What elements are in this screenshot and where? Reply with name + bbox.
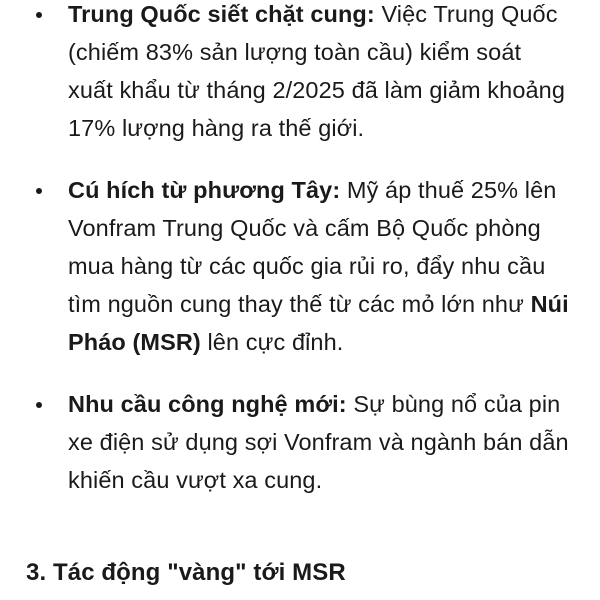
bullet-title: Cú hích từ phương Tây:: [68, 177, 341, 203]
bullet-text: [68, 0, 572, 147]
bullet-icon: [36, 402, 42, 408]
bullet-body: Sự bùng nổ của pin xe điện sử dụng sợi Vonfram và ngành bán dẫn khiến cầu vượt xa cung.: [68, 391, 569, 493]
bullet-body: Mỹ áp thuế 25% lên Vonfram Trung Quốc và cấm Bộ Quốc phòng mua hàng từ các quốc gia rủi ro, đẩy nhu cầu tìm nguồn cung thay thế từ các mỏ lớn như: [68, 177, 557, 317]
bullet-body: Việc Trung Quốc (chiếm 83% sản lượng toàn cầu) kiểm soát xuất khẩu từ tháng 2/2025 đã làm giảm khoảng 17% lượng hàng ra thế giới.: [68, 1, 565, 141]
bullet-body-tail: lên cực đỉnh.: [200, 329, 344, 355]
bullet-text: [68, 171, 572, 361]
list-item: [0, 171, 600, 361]
list-item: [0, 385, 600, 499]
bullet-body-highlight: Núi Pháo (MSR): [68, 291, 569, 355]
bullet-title: Nhu cầu công nghệ mới:: [68, 391, 347, 417]
bullet-icon: [36, 12, 42, 18]
section-heading: 3. Tác động "vàng" tới MSR: [26, 559, 346, 586]
bullet-text: [68, 385, 572, 499]
bullet-icon: [36, 188, 42, 194]
list-item: [0, 0, 600, 147]
bullet-title: Trung Quốc siết chặt cung:: [68, 1, 375, 27]
